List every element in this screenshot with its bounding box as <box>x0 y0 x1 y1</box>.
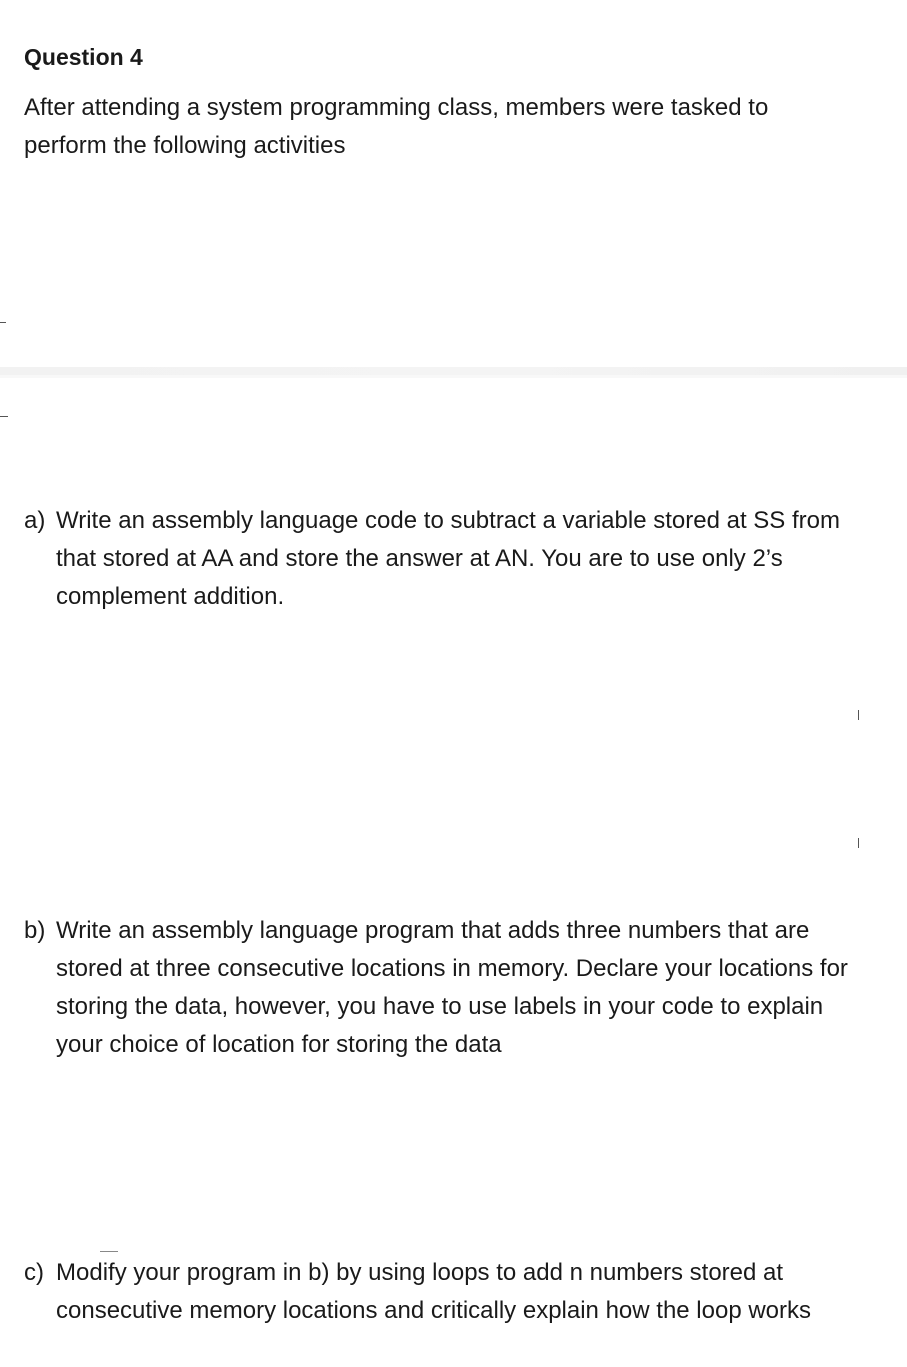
part-text: Write an assembly language code to subtract a variable stored at SS from that stored at AA and store the answer at AN. You are to use only 2’s complement addition. <box>56 507 840 610</box>
question-part-b <box>24 912 864 1064</box>
question-part-a <box>24 502 864 616</box>
scan-mark <box>858 838 859 848</box>
part-marker: b) <box>24 917 46 944</box>
page-divider-shadow <box>0 375 907 378</box>
part-text: Write an assembly language program that adds three numbers that are stored at three consecutive locations in memory. Declare your locations for storing the data, however, you have to use labels in your code to explain your choice of location for storing the data <box>56 917 848 1058</box>
scan-mark <box>100 1251 118 1252</box>
scan-mark <box>0 322 6 323</box>
scan-mark <box>0 416 8 417</box>
part-marker: c) <box>24 1259 44 1286</box>
question-heading: Question 4 <box>24 44 143 70</box>
scan-mark <box>858 710 859 720</box>
part-marker: a) <box>24 507 46 534</box>
page-divider-band <box>0 367 907 375</box>
part-text: Modify your program in b) by using loops to add n numbers stored at consecutive memory locations and critically explain how the loop works <box>56 1259 812 1324</box>
question-intro: After attending a system programming class, members were tasked to perform the following activities <box>24 94 769 159</box>
question-part-c <box>24 1254 864 1330</box>
